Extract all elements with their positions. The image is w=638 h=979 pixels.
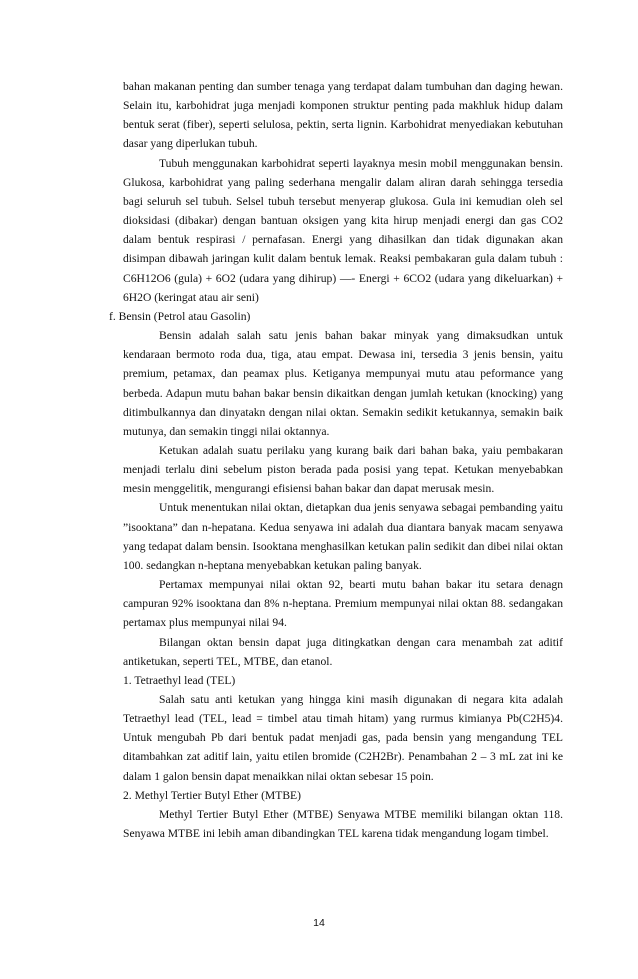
paragraph-ketukan: Ketukan adalah suatu perilaku yang kurang baik dari bahan baka, yaiu pembakaran menjadi terlalu dini sebelum piston berada pada posisi yang tepat. Ketukan menyebabkan mesin menggelitik, mengurangi efisiensi bahan bakar dan dapat merusak mesin. — [123, 443, 563, 496]
section-heading-bensin: f. Bensin (Petrol atau Gasolin) — [109, 309, 251, 323]
list-item-tel: 1. Tetraethyl lead (TEL) — [123, 673, 236, 687]
page-number: 14 — [313, 917, 325, 929]
body-text — [109, 77, 563, 843]
paragraph-mtbe: Methyl Tertier Butyl Ether (MTBE) Senyawa MTBE memiliki bilangan oktan 118. Senyawa MTBE ini lebih aman dibandingkan TEL karena tidak mengandung logam timbel. — [123, 807, 563, 841]
paragraph-tel: Salah satu anti ketukan yang hingga kini masih digunakan di negara kita adalah Tetraethyl lead (TEL, lead = timbel atau timah hitam) yang rurmus kimianya Pb(C2H5)4. Untuk mengubah Pb dari bentuk padat menjadi gas, pada bensin yang mengandung TEL ditambahkan zat aditif lain, yaitu etilen bromide (C2H2Br). Penambahan 2 – 3 mL zat ini ke dalam 1 galon bensin dapat menaikkan nilai oktan sebesar 15 poin. — [123, 693, 563, 783]
paragraph-bensin-intro: Bensin adalah salah satu jenis bahan bakar minyak yang dimaksudkan untuk kendaraan bermoto roda dua, tiga, atau empat. Dewasa ini, tersedia 3 jenis bensin, yaitu premium, petamax, dan peamax plus. Ketiganya mempunyai mutu atau peformance yang berbeda. Adapun mutu bahan bakar bensin dikaitkan dengan jumlah ketukan (knocking) yang ditimbulkannya dan dinyatakn dengan nilai oktan. Semakin sedikit ketukannya, semakin baik mutunya, dan semakin tinggi nilai oktannya. — [123, 329, 563, 438]
list-item-mtbe: 2. Methyl Tertier Butyl Ether (MTBE) — [123, 788, 301, 802]
paragraph-glucose-combustion: Tubuh menggunakan karbohidrat seperti layaknya mesin mobil menggunakan bensin. Glukosa, karbohidrat yang paling sederhana mengalir dalam aliran darah sehingga tersedia bagi seluruh sel tubuh. Selsel tubuh tersebut menyerap glukosa. Gula ini kemudian oleh sel dioksidasi (dibakar) dengan bantuan oksigen yang kita hirup menjadi energi dan gas CO2 dalam bentuk respirasi / pernafasan. Energi yang dihasilkan dan tidak digunakan akan disimpan dibawah jaringan kulit dalam bentuk lemak. Reaksi pembakaran gula dalam tubuh : C6H12O6 (gula) + 6O2 (udara yang dihirup) —- Energi + 6CO2 (udara yang dikeluarkan) + 6H2O (keringat atau air seni) — [123, 156, 563, 304]
paragraph-pertamax: Pertamax mempunyai nilai oktan 92, bearti mutu bahan bakar itu setara denagn campuran 92% isooktana dan 8% n-heptana. Premium mempunyai nilai oktan 88. sedangakan pertamax plus mempunyai nilai 94. — [123, 578, 563, 630]
paragraph-oktan: Untuk menentukan nilai oktan, dietapkan dua jenis senyawa sebagai pembanding yaitu ”isooktana” dan n-hepatana. Kedua senyawa ini adalah dua diantara banyak macam senyawa yang tedapat dalam bensin. Isooktana menghasilkan ketukan palin sedikit dan dibei nilai oktan 100. sedangkan n-heptana menyebabkan ketukan paling banyak. — [123, 501, 563, 572]
paragraph-aditif: Bilangan oktan bensin dapat juga ditingkatkan dengan cara menambah zat aditif antiketukan, seperti TEL, MTBE, dan etanol. — [123, 635, 563, 668]
paragraph-carbohydrate-intro: bahan makanan penting dan sumber tenaga yang terdapat dalam tumbuhan dan daging hewan. Selain itu, karbohidrat juga menjadi komponen struktur penting pada makhluk hidup dalam bentuk serat (fiber), seperti selulosa, pektin, serta lignin. Karbohidrat menyediakan kebutuhan dasar yang diperlukan tubuh. — [123, 80, 563, 151]
